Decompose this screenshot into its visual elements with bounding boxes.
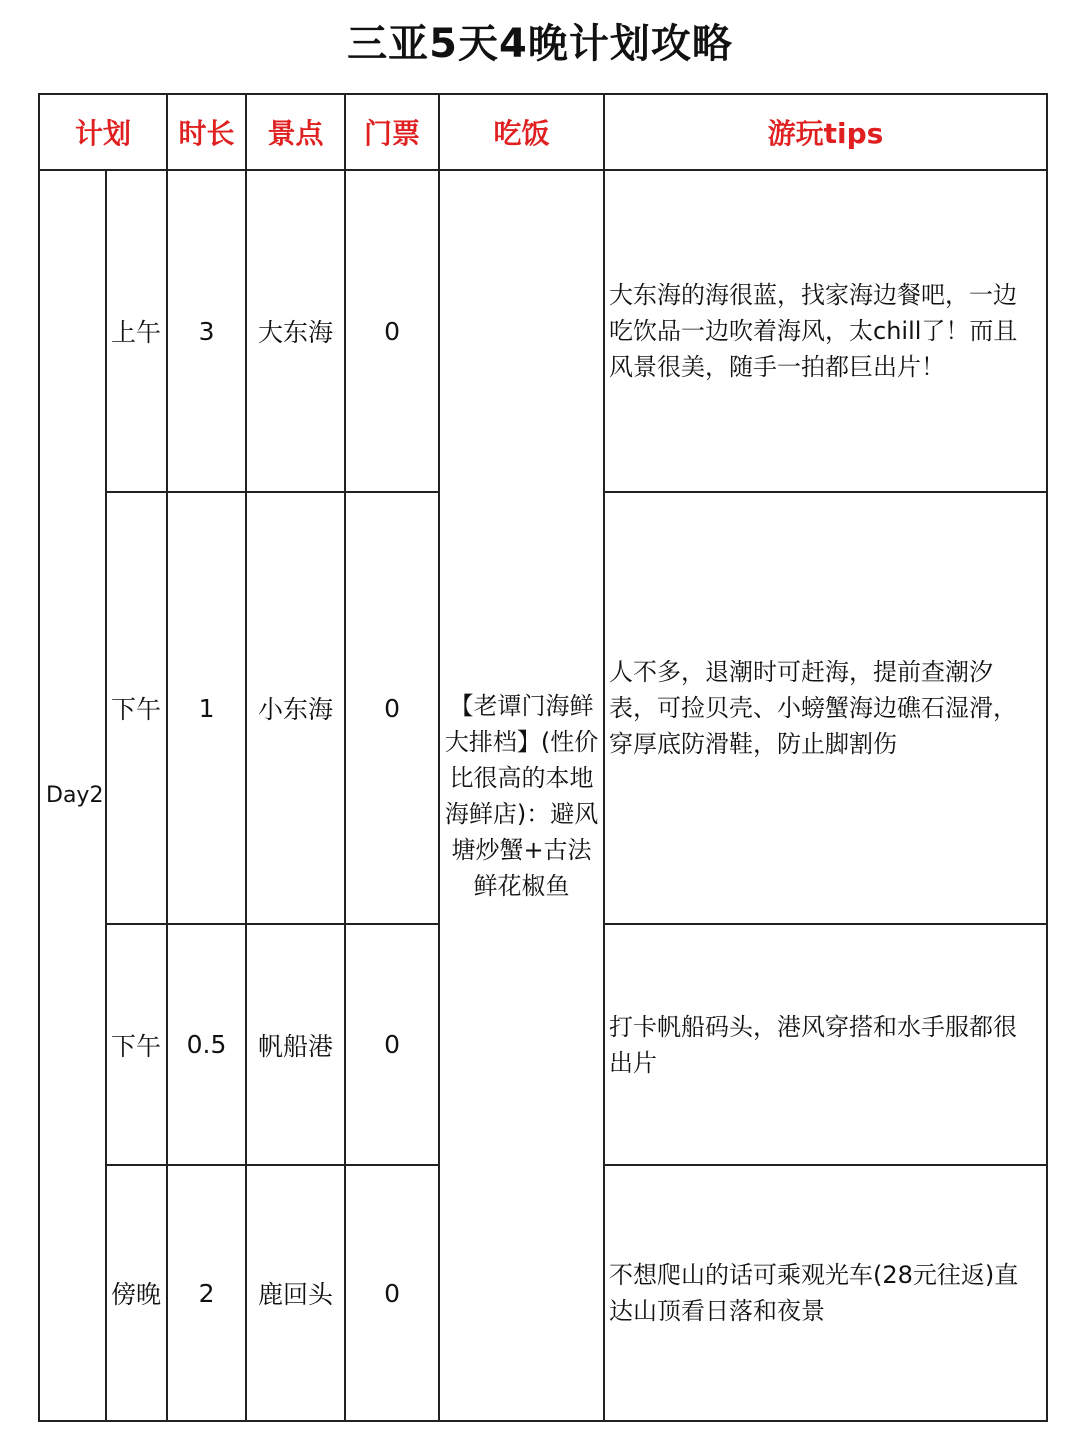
period-cell: 上午: [106, 170, 167, 492]
spot-cell: 大东海: [246, 170, 345, 492]
duration-cell: 2: [167, 1165, 246, 1421]
food-cell: [439, 170, 604, 1421]
tips-text: 不想爬山的话可乘观光车(28元往返)直达山顶看日落和夜景: [609, 1261, 1019, 1325]
duration-cell: 3: [167, 170, 246, 492]
ticket-cell: 0: [345, 1165, 439, 1421]
spot-cell: 小东海: [246, 492, 345, 924]
spot-cell: 鹿回头: [246, 1165, 345, 1421]
tips-text: 人不多，退潮时可赶海，提前查潮汐表，可捡贝壳、小螃蟹海边礁石湿滑，穿厚底防滑鞋，防止脚割伤: [609, 658, 1018, 758]
header-spot: 景点: [246, 94, 345, 170]
ticket-cell: 0: [345, 170, 439, 492]
tips-text: 大东海的海很蓝，找家海边餐吧，一边吃饮品一边吹着海风，太chill了！而且风景很美，随手一拍都巨出片！: [609, 281, 1018, 381]
period-cell: 傍晚: [106, 1165, 167, 1421]
ticket-cell: 0: [345, 924, 439, 1165]
duration-cell: 0.5: [167, 924, 246, 1165]
header-tips: 游玩tips: [604, 94, 1047, 170]
itinerary-table: [38, 93, 1048, 1422]
tips-cell: [604, 170, 1047, 492]
food-text: 【老谭门海鲜大排档】(性价比很高的本地海鲜店)：避风塘炒蟹+古法鲜花椒鱼: [444, 691, 599, 900]
day-cell: Day2: [39, 170, 106, 1421]
table-row: [39, 170, 1047, 492]
tips-text: 打卡帆船码头，港风穿搭和水手服都很出片: [609, 1012, 1018, 1077]
header-duration: 时长: [167, 94, 246, 170]
tips-cell: [604, 492, 1047, 924]
header-ticket: 门票: [345, 94, 439, 170]
ticket-cell: 0: [345, 492, 439, 924]
spot-cell: 帆船港: [246, 924, 345, 1165]
header-plan: 计划: [39, 94, 167, 170]
header-row: [39, 94, 1047, 170]
period-cell: 下午: [106, 924, 167, 1165]
tips-cell: [604, 924, 1047, 1165]
header-food: 吃饭: [439, 94, 604, 170]
period-cell: 下午: [106, 492, 167, 924]
page-title: 三亚5天4晚计划攻略: [347, 21, 733, 67]
duration-cell: 1: [167, 492, 246, 924]
tips-cell: [604, 1165, 1047, 1421]
